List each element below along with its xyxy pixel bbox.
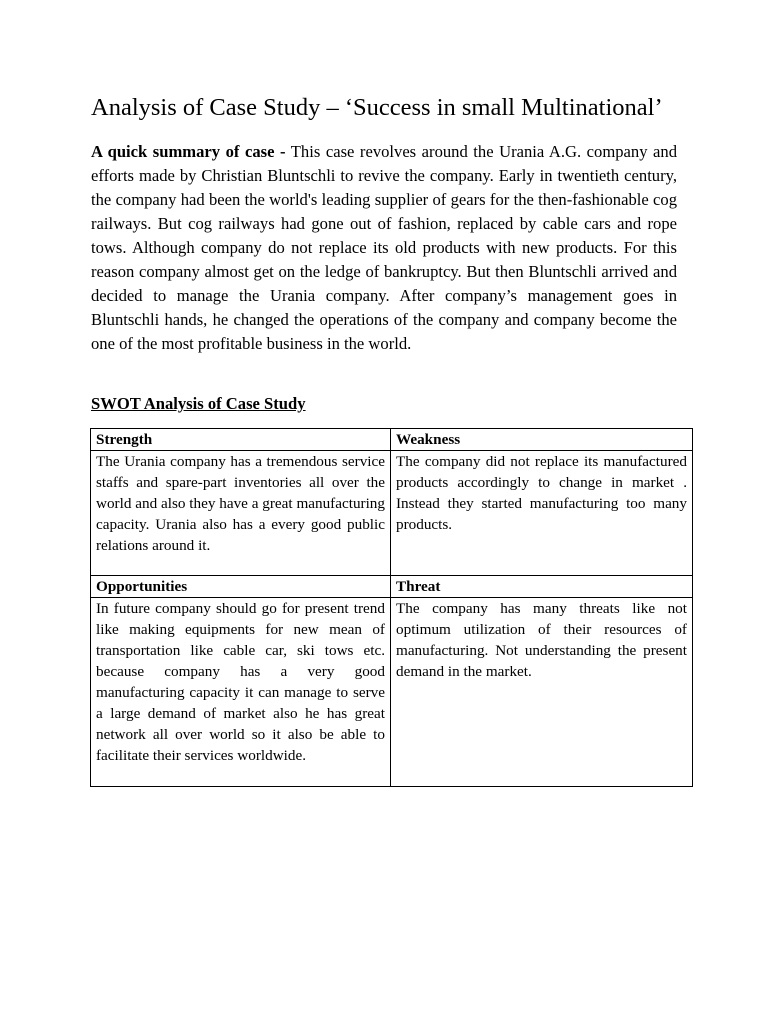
swot-header-row [91, 429, 693, 451]
threat-header: Threat [391, 576, 693, 598]
swot-heading: SWOT Analysis of Case Study [91, 394, 306, 413]
swot-content-row [91, 598, 693, 787]
weakness-header: Weakness [391, 429, 693, 451]
summary-lead: A quick summary of case - [91, 142, 286, 161]
document-title: Analysis of Case Study – ‘Success in small Multinational’ [91, 94, 663, 121]
opportunities-text: In future company should go for present trend like making equipments for new mean of transportation like cable car, ski tows etc. because company has a very good manufacturing capacity it can manage to serve a large demand of market also he has great network all over world so it also be able to facilitate their services worldwide. [91, 598, 391, 787]
swot-content-row [91, 451, 693, 576]
threat-text: The company has many threats like not optimum utilization of their resources of manufacturing. Not understanding the present demand in the market. [391, 598, 693, 787]
summary-body: This case revolves around the Urania A.G. company and efforts made by Christian Bluntschli to revive the company. Early in twentieth century, the company had been the world's leading supplier of gears for the then-fashionable cog railways. But cog railways had gone out of fashion, replaced by cable cars and rope tows. Although company do not replace its old products with new products. For this reason company almost get on the ledge of bankruptcy. But then Bluntschli arrived and decided to manage the Urania company. After company’s management goes in Bluntschli hands, he changed the operations of the company and company become the one of the most profitable business in the world. [91, 142, 677, 353]
strength-header: Strength [91, 429, 391, 451]
strength-text: The Urania company has a tremendous service staffs and spare-part inventories all over the world and also they have a great manufacturing capacity. Urania also has a every good public relations around it. [91, 451, 391, 576]
weakness-text: The company did not replace its manufactured products accordingly to change in market . Instead they started manufacturing too many products. [391, 451, 693, 576]
case-summary-paragraph [91, 140, 677, 356]
swot-table [90, 428, 693, 787]
swot-header-row [91, 576, 693, 598]
opportunities-header: Opportunities [91, 576, 391, 598]
